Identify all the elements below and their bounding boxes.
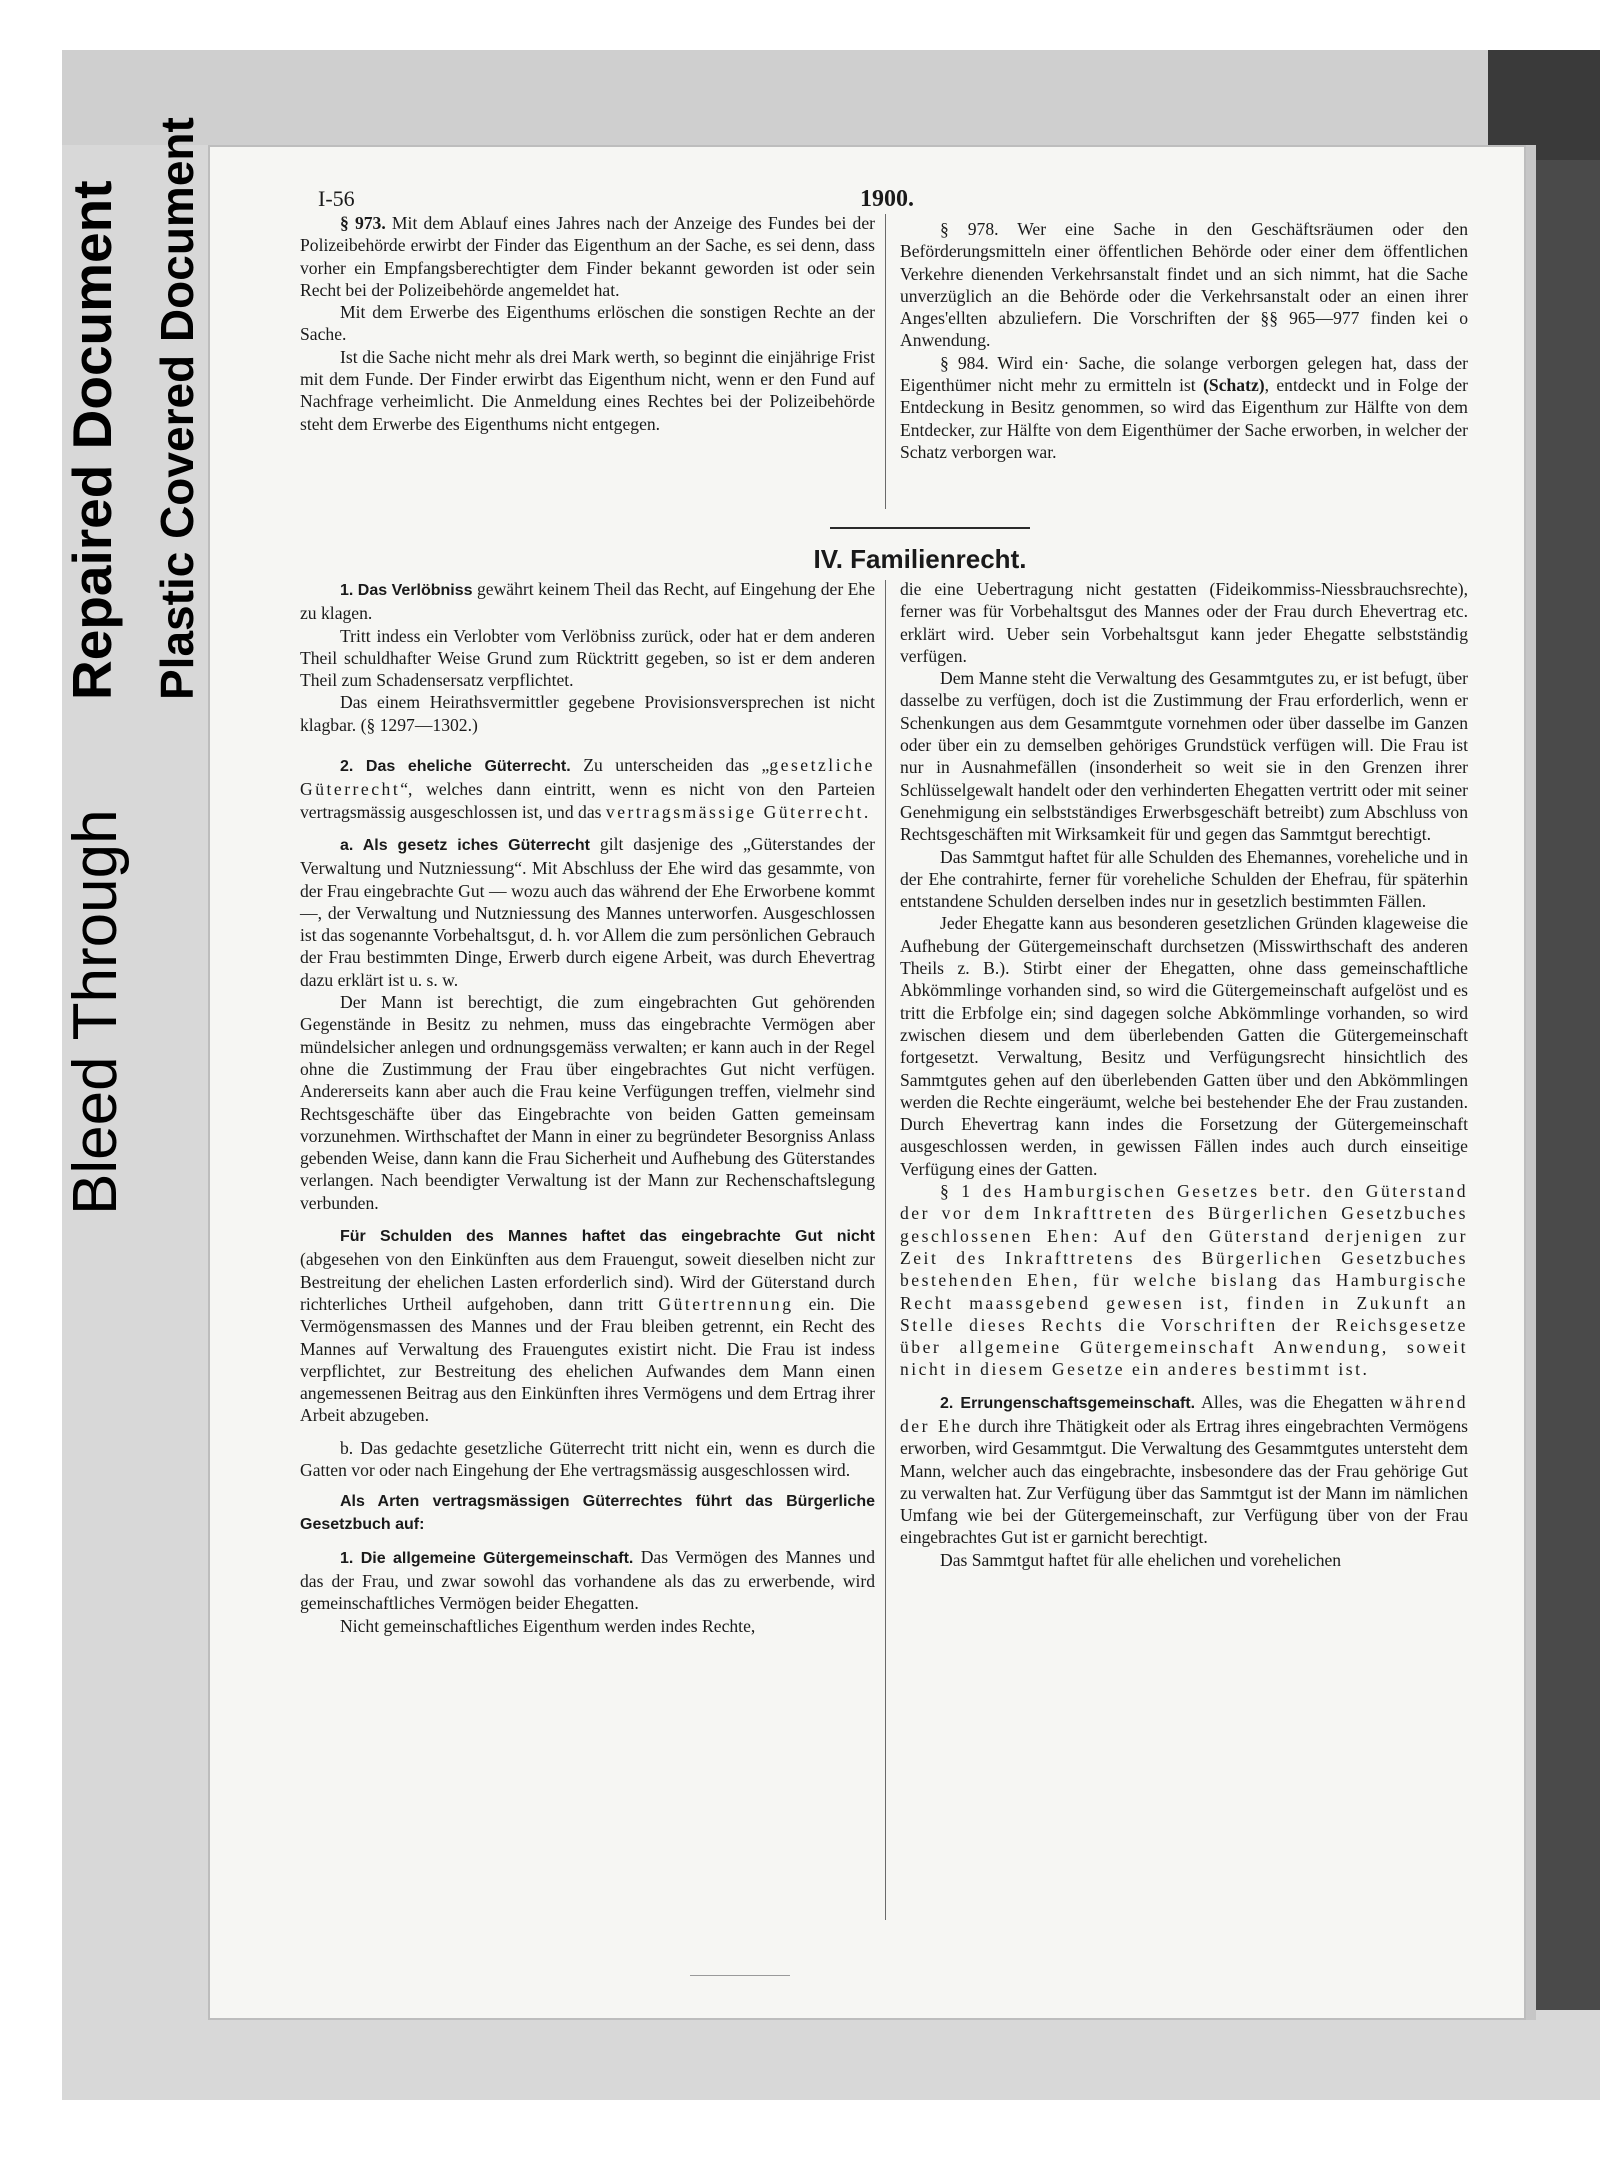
page-number: I-56 xyxy=(318,186,355,211)
scan-top-band xyxy=(62,50,1600,145)
paragraph-provision: Das einem Heirathsvermittler gegebene Provisionsversprechen ist nicht klagbar. (§ 1297—1302.) xyxy=(300,692,875,735)
paragraph-ruecktritt: Tritt indess ein Verlobter vom Verlöbniss zurück, oder hat er dem anderen Theil schuldhafter Weise Grund zum Rücktritt gegeben, so ist er dem anderen Theil zum Schadensersatz verpflichtet. xyxy=(300,625,875,691)
term-schatz: (Schatz) xyxy=(1203,375,1265,396)
heading-verloebniss: 1. Das Verlöbniss xyxy=(340,582,473,599)
column-left xyxy=(300,578,875,1637)
section-973-text: Mit dem Ablauf eines Jahres nach der Anzeige des Fundes bei der Polizeibehörde erwirbt der Finder das Eigenthum an der Sache, es sei denn, dass vorher ein Empfangsberechtigter dem Finder bekannt geworden ist oder sein Recht bei der Polizeibehörde angemeldet hat. xyxy=(300,213,875,300)
heading-gueterrecht: 2. Das eheliche Güterrecht. xyxy=(340,758,571,776)
paragraph-sammtgut-ehelich: Das Sammtgut haftet für alle ehelichen und vorehelichen xyxy=(940,1549,1342,1570)
heading-gesetzliches: a. Als gesetz iches Güterrecht xyxy=(340,836,590,854)
paragraph-sammtgut-haftet: Das Sammtgut haftet für alle Schulden des Ehemannes, voreheliche und in der Ehe contrahirte, ferner für voreheliche Schulden der Ehefrau, für späterhin entstandene Schulden derselben indes nur in gesetzlich bestimmten Fällen. xyxy=(900,846,1468,912)
section-973-number: § 973. xyxy=(340,213,386,233)
page-year: 1900. xyxy=(860,186,914,212)
paragraph-b: b. Das gedachte gesetzliche Güterrecht tritt nicht ein, wenn es durch die Gatten vor oder nach Eingehung der Ehe vertragsmässig ausgeschlossen wird. xyxy=(300,1437,875,1480)
paragraph-errungenschaft: 2. Errungenschaftsgemeinschaft. Alles, was die Ehegatten während der Ehe durch ihre Thätigkeit oder als Ertrag ihres eingebrachten Vermögens erworben, wird Gesammtgut. Die Verwaltung des Gesammtgutes untersteht dem Mann, welcher auch das eingebrachte, insbesondere das der Frau gehörige Gut zu verwalten hat. Zur Verfügung über das Sammtgut ist der Mann im nämlichen Umfang wie bei der Gütergemeinschaft, zur Verfügung über von der Frau eingebrachtes Gut ist er garnicht berechtigt. xyxy=(900,1391,1469,1548)
paragraph-gesetzliches: a. Als gesetz iches Güterrecht gilt dasjenige des „Güterstandes der Verwaltung und Nutzniessung“. Mit Abschluss der Ehe wird das gesammte, von der Frau eingebrachte Gut — wozu auch das während der Ehe Erworbene kommt —, der Verwaltung und Nutzniessung des Mannes unterworfen. Ausgeschlossen ist das sogenannte Vorbehaltsgut, d. h. vor Allem die zum persönlichen Gebrauch der Frau bestimmten Dinge, Erwerb durch eigene Arbeit, was durch Ehevertrag dazu erklärt ist u. s. w. xyxy=(300,833,875,990)
paragraph-uebertragung: die eine Uebertragung nicht gestatten (Fideikommiss-Niessbrauchsrechte), ferner was für Vorbehaltsgut des Mannes oder der Frau durch Ehevertrag etc. erklärt wird. Ueber sein Vorbehaltsgut kann jeder Ehegatte selbstständig verfügen. xyxy=(900,579,1468,666)
paragraph-aufhebung: Jeder Ehegatte kann aus besonderen gesetzlichen Gründen klageweise die Aufhebung der Gütergemeinschaft durchsetzen (Misswirthschaft des anderen Theils z. B.). Stirbt einer der Ehegatten, ohne dass gemeinschaftliche Abkömmlinge vorhanden sind, so wird die Gütergemeinschaft aufgelöst und es tritt die Erbfolge ein; sind dagegen solche Abkömmlinge vorhanden, so wird zwischen diesem und dem überlebenden Gatten die Gütergemeinschaft fortgesetzt. Verwaltung, Besitz und Verfügungsrecht hinsichtlich des Sammtgutes gehen auf den überlebenden Gatten über und den Abkömmlingen werden die Rechte eingeräumt, welche bei bestehender Ehe der Frau zustanden. Durch Ehevertrag kann indes die Forsetzung der Gütergemeinschaft ausgeschlossen werden, in gewissen Fällen indes auch durch einseitige Verfügung eines der Gatten. xyxy=(900,913,1468,1179)
heading-errungenschaft: 2. Errungenschaftsgemeinschaft. xyxy=(940,1394,1196,1412)
column-top-right xyxy=(900,218,1468,463)
paragraph-973-2: Mit dem Erwerbe des Eigenthums erlöschen die sonstigen Rechte an der Sache. xyxy=(300,302,875,345)
column-divider-top xyxy=(885,214,886,509)
heading-schulden: Für Schulden des Mannes haftet das eingebrachte Gut nicht xyxy=(340,1228,875,1246)
paragraph-arten: Als Arten vertragsmässigen Güterrechtes führt das Bürgerliche Gesetzbuch auf: xyxy=(300,1493,875,1533)
paragraph-978: § 978. Wer eine Sache in den Geschäftsräumen oder den Beförderungsmitteln einer öffentlichen Behörde oder einer dem öffentlichen Verkehre dienenden Verkehrsanstalt findet und an sich nimmt, hat die Sache unverzüglich an die Behörde oder die Verkehrsanstalt oder an einen ihrer Anges'ellten abzuliefern. Die Vorschriften der §§ 965—977 finden kei o Anwendung. xyxy=(900,219,1468,351)
paragraph-973-3: Ist die Sache nicht mehr als drei Mark werth, so beginnt die einjährige Frist mit dem Funde. Der Finder erwirbt das Eigenthum nicht, wenn er den Fund auf Nachfrage verheimlicht. Die Anmeldung eines Rechtes bei der Polizeibehörde steht dem Erwerbe des Eigenthums nicht entgegen. xyxy=(300,346,875,434)
page-inner-edge xyxy=(1526,145,1536,2020)
paragraph-allgemeine-gg: 1. Die allgemeine Gütergemeinschaft. Das Vermögen des Mannes und das der Frau, und zwar sowohl das vorhandene als das zu erwerbende, wird gemeinschaftliches Vermögen beider Ehegatten. xyxy=(300,1546,875,1614)
label-repaired-document: Repaired Document xyxy=(61,180,123,700)
section-heading: IV. Familienrecht. xyxy=(813,544,1027,574)
section-divider xyxy=(830,527,1030,529)
label-bleed-through: Bleed Through xyxy=(61,809,130,1215)
footer-mark xyxy=(690,1975,790,1976)
column-divider-main xyxy=(885,580,886,1920)
paragraph-gueterrecht: 2. Das eheliche Güterrecht. Zu unterscheiden das „gesetzliche Güterrecht“, welches dann eintritt, wenn es nicht von den Parteien vertragsmässig ausgeschlossen ist, und das vertragsmässige Güterrecht. xyxy=(300,755,875,822)
paragraph-schulden: Für Schulden des Mannes haftet das eingebrachte Gut nicht (abgesehen von den Einkünften aus dem Frauengut, soweit dieselben nicht zur Bestreitung der ehelichen Lasten erforderlich sind). Wird der Güterstand durch richterliches Urtheil aufgehoben, dann tritt Gütertrennung ein. Die Vermögensmassen des Mannes und der Frau bleiben getrennt, ein Recht des Mannes auf Verwaltung des Frauengutes existirt nicht. Die Frau ist indess verpflichtet, zur Bestreitung des ehelichen Aufwandes dem Mann einen angemessenen Beitrag aus den Einkünften ihres Vermögens und dem Ertrag ihrer Arbeit abzugeben. xyxy=(300,1228,876,1426)
book-spine-corner xyxy=(1488,50,1600,160)
paragraph-nicht-gemeinschaftlich: Nicht gemeinschaftliches Eigenthum werden indes Rechte, xyxy=(340,1615,756,1636)
heading-allgemeine-gg: 1. Die allgemeine Gütergemeinschaft. xyxy=(340,1549,634,1567)
side-labels xyxy=(50,117,270,1215)
paragraph-verwaltung: Dem Manne steht die Verwaltung des Gesammtgutes zu, er ist befugt, über dasselbe zu verfügen, doch ist die Zustimmung der Frau erforderlich, wenn er Schenkungen aus dem Gesammtgute vornehmen oder über dasselbe im Ganzen oder über ein zu demselben gehöriges Grundstück verfügen will. Die Frau ist nur in Ausnahmefällen (insonderheit so weit sie in den Grenzen ihrer Schlüsselgewalt handelt oder den verhinderten Ehegatten vertritt oder mit seiner Genehmigung ein selbstständiges Erwerbsgeschäft betreibt) zum Abschluss von Rechtsgeschäften mit Wirksamkeit für und gegen das Sammtgut berechtigt. xyxy=(900,668,1468,845)
column-right xyxy=(900,578,1468,1571)
paragraph-verloebniss: 1. Das Verlöbniss gewährt keinem Theil das Recht, auf Eingehung der Ehe zu klagen. xyxy=(300,579,875,624)
label-plastic-covered: Plastic Covered Document xyxy=(151,117,203,700)
paragraph-hamburg: § 1 des Hamburgischen Gesetzes betr. den Güterstand der vor dem Inkrafttreten des Bürgerlichen Gesetzbuches geschlossenen Ehen: Auf den Güterstand derjenigen zur Zeit des Inkrafttretens des Bürgerlichen Gesetzbuches bestehenden Ehen, für welche bislang das Hamburgische Recht maassgebend gewesen ist, finden in Zukunft an Stelle dieses Rechts die Vorschriften der Reichsgesetze über allgemeine Gütergemeinschaft Anwendung, soweit nicht in diesem Gesetze ein anderes bestimmt ist. xyxy=(900,1181,1468,1380)
paragraph-973 xyxy=(300,212,875,301)
paragraph-mann-berechtigt: Der Mann ist berechtigt, die zum eingebrachten Gut gehörenden Gegenstände in Besitz zu nehmen, muss das eingebrachte Vermögen aber mündelsicher anlegen und ordnungsgemäss verwalten; er kann auch in der Regel ohne die Zustimmung der Frau über eingebrachtes Gut nicht verfügen. Andererseits kann aber auch die Frau keine Verfügungen treffen, vielmehr sind Rechtsgeschäfte über das Eingebrachte von beiden Gatten gemeinsam vorzunehmen. Wirthschaftet der Mann in einer zu begründeter Besorgniss Anlass gebenden Weise, dann kann die Frau Sicherheit und Aufhebung des Güterstandes verlangen. Nach beendigter Verwaltung ist der Mann zur Rechenschaftslegung verbunden. xyxy=(300,992,875,1213)
paragraph-984: § 984. Wird ein· Sache, die solange verborgen gelegen hat, dass der Eigenthümer nicht mehr zu ermitteln ist (Schatz), entdeckt und in Folge der Entdeckung in Besitz genommen, so wird das Eigenthum zur Hälfte von dem Entdecker, zur Hälfte von dem Eigenthümer der Sache erworben, in welcher der Schatz verborgen war. xyxy=(900,352,1468,462)
column-top-left xyxy=(300,212,875,435)
